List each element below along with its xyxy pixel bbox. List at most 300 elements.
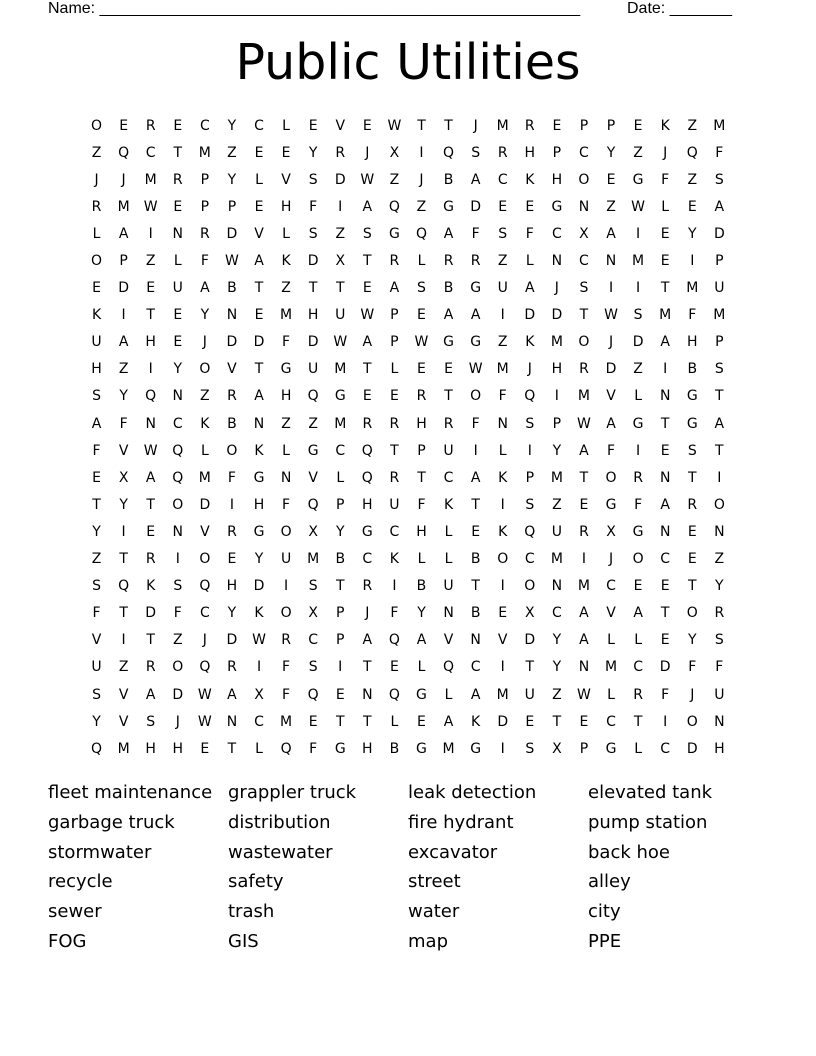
grid-letter: A xyxy=(470,686,481,703)
grid-letter: L xyxy=(607,632,615,649)
grid-letter: E xyxy=(146,280,156,297)
grid-letter: A xyxy=(660,496,670,513)
grid-letter: T xyxy=(579,307,589,324)
grid-letter: N xyxy=(362,686,373,703)
grid-letter: D xyxy=(632,334,644,351)
grid-letter: F xyxy=(634,496,643,513)
grid-letter: O xyxy=(91,253,103,270)
grid-letter: P xyxy=(119,253,128,270)
grid-letter: V xyxy=(254,225,264,242)
grid-letter: K xyxy=(281,253,291,270)
grid-letter: G xyxy=(334,388,346,405)
grid-letter: F xyxy=(309,198,318,215)
grid-letter: G xyxy=(416,686,427,703)
grid-letter: G xyxy=(416,740,427,757)
grid-letter: I xyxy=(338,198,343,215)
grid-letter: S xyxy=(146,713,156,730)
grid-letter: C xyxy=(362,551,373,568)
grid-letter: C xyxy=(551,225,562,242)
grid-letter: L xyxy=(498,442,507,459)
grid-letter: Z xyxy=(606,198,616,215)
grid-letter: U xyxy=(308,361,319,378)
grid-letter: E xyxy=(308,117,318,134)
grid-letter: S xyxy=(362,225,372,242)
word-list xyxy=(48,778,788,957)
grid-letter: D xyxy=(334,171,346,188)
grid-letter: E xyxy=(362,280,372,297)
grid-letter: Z xyxy=(633,144,643,161)
grid-letter: M xyxy=(334,361,347,378)
grid-letter: I xyxy=(229,496,234,513)
grid-letter: D xyxy=(226,225,238,242)
grid-letter: D xyxy=(659,659,671,676)
grid-letter: H xyxy=(362,740,373,757)
grid-letter: M xyxy=(713,117,726,134)
grid-row xyxy=(83,220,733,247)
grid-letter: U xyxy=(524,686,535,703)
grid-letter: Y xyxy=(552,632,562,649)
grid-letter: I xyxy=(148,361,153,378)
grid-letter: N xyxy=(280,469,292,486)
grid-letter: E xyxy=(660,253,670,270)
grid-letter: E xyxy=(308,713,318,730)
grid-letter: P xyxy=(715,334,724,351)
grid-letter: S xyxy=(308,171,318,188)
grid-letter: W xyxy=(333,334,348,351)
grid-letter: H xyxy=(253,496,265,513)
grid-letter: D xyxy=(145,605,157,622)
grid-letter: Y xyxy=(227,605,237,622)
grid-letter: A xyxy=(118,225,129,242)
grid-letter: D xyxy=(172,686,184,703)
grid-letter: C xyxy=(172,415,183,432)
grid-letter: Q xyxy=(199,578,211,595)
grid-letter: F xyxy=(119,415,128,432)
grid-letter: L xyxy=(607,686,615,703)
grid-letter: L xyxy=(661,198,670,215)
grid-letter: E xyxy=(146,523,156,540)
grid-letter: L xyxy=(200,442,209,459)
grid-letter: R xyxy=(443,253,454,270)
grid-letter: Z xyxy=(308,415,318,432)
grid-letter: U xyxy=(335,307,346,324)
grid-letter: M xyxy=(280,713,293,730)
grid-letter: V xyxy=(118,686,129,703)
grid-letter: Z xyxy=(633,361,643,378)
grid-letter: E xyxy=(498,605,508,622)
grid-letter: L xyxy=(255,740,263,757)
grid-letter: T xyxy=(715,388,724,405)
word-list-item: back hoe xyxy=(588,841,670,863)
grid-letter: Z xyxy=(91,144,102,161)
grid-letter: I xyxy=(121,523,126,540)
grid-letter: E xyxy=(606,171,616,188)
grid-letter: J xyxy=(202,334,207,351)
grid-letter: H xyxy=(307,307,319,324)
grid-letter: O xyxy=(172,659,184,676)
grid-letter: T xyxy=(335,280,345,297)
grid-letter: J xyxy=(690,686,695,703)
grid-letter: A xyxy=(633,605,643,622)
grid-letter: V xyxy=(308,469,318,486)
grid-letter: Q xyxy=(307,686,319,703)
grid-letter: M xyxy=(577,388,590,405)
grid-letter: T xyxy=(363,713,372,730)
grid-letter: S xyxy=(633,307,643,324)
grid-letter: H xyxy=(91,361,102,378)
grid-letter: S xyxy=(579,280,589,297)
grid-letter: Y xyxy=(715,578,724,595)
grid-letter: L xyxy=(390,713,399,730)
grid-letter: B xyxy=(470,551,481,568)
grid-row xyxy=(83,600,733,627)
grid-letter: X xyxy=(335,253,346,270)
grid-letter: A xyxy=(443,713,454,730)
grid-letter: F xyxy=(471,225,480,242)
grid-letter: W xyxy=(604,307,618,324)
grid-letter: A xyxy=(227,686,237,703)
grid-letter: E xyxy=(660,632,670,649)
grid-letter: F xyxy=(525,225,534,242)
grid-letter: A xyxy=(660,334,670,351)
grid-letter: R xyxy=(389,253,400,270)
grid-letter: N xyxy=(605,253,617,270)
grid-letter: C xyxy=(660,740,671,757)
grid-letter: Q xyxy=(388,198,400,215)
grid-letter: L xyxy=(634,388,642,405)
grid-letter: H xyxy=(145,334,156,351)
grid-letter: E xyxy=(633,578,643,595)
grid-letter: D xyxy=(226,632,238,649)
grid-letter: A xyxy=(145,686,156,703)
grid-letter: Z xyxy=(416,198,427,215)
grid-letter: E xyxy=(471,523,481,540)
grid-letter: Y xyxy=(92,523,101,540)
grid-row xyxy=(83,193,733,220)
grid-row xyxy=(83,627,733,654)
grid-letter: F xyxy=(390,605,399,622)
grid-letter: I xyxy=(581,551,587,568)
grid-letter: T xyxy=(146,632,155,649)
grid-letter: H xyxy=(551,361,563,378)
grid-letter: Z xyxy=(118,361,129,378)
grid-letter: R xyxy=(335,144,346,161)
grid-letter: E xyxy=(417,713,426,730)
grid-letter: G xyxy=(443,198,454,215)
grid-letter: T xyxy=(308,280,318,297)
grid-letter: P xyxy=(552,415,562,432)
word-search-grid xyxy=(83,112,733,762)
grid-letter: R xyxy=(714,605,725,622)
grid-letter: E xyxy=(389,659,399,676)
word-list-item: leak detection xyxy=(408,782,537,803)
grid-letter: R xyxy=(389,415,400,432)
grid-letter: E xyxy=(227,551,237,568)
grid-letter: T xyxy=(254,361,264,378)
grid-letter: U xyxy=(91,659,102,676)
grid-letter: K xyxy=(91,307,102,324)
grid-row xyxy=(83,546,733,573)
grid-letter: E xyxy=(362,117,372,134)
grid-letter: H xyxy=(280,388,292,405)
grid-letter: C xyxy=(606,578,616,595)
grid-letter: P xyxy=(336,605,345,622)
grid-letter: T xyxy=(417,117,426,134)
grid-letter: E xyxy=(254,307,264,324)
grid-letter: H xyxy=(416,523,427,540)
grid-letter: G xyxy=(334,740,346,757)
grid-letter: O xyxy=(91,117,103,134)
grid-letter: Z xyxy=(145,253,156,270)
grid-letter: T xyxy=(173,144,183,161)
grid-letter: Y xyxy=(254,551,264,568)
grid-letter: Q xyxy=(172,469,184,486)
grid-letter: E xyxy=(417,307,426,324)
grid-letter: K xyxy=(443,496,454,513)
grid-letter: K xyxy=(389,551,399,568)
grid-letter: I xyxy=(392,578,397,595)
grid-letter: D xyxy=(524,307,536,324)
grid-letter: N xyxy=(551,578,563,595)
grid-letter: M xyxy=(686,280,699,297)
grid-letter: E xyxy=(173,198,183,215)
grid-letter: V xyxy=(200,523,210,540)
grid-letter: R xyxy=(633,686,643,703)
grid-letter: Z xyxy=(714,551,725,568)
grid-letter: W xyxy=(360,307,375,324)
grid-letter: U xyxy=(551,523,562,540)
word-list-item: GIS xyxy=(228,930,259,952)
grid-letter: Y xyxy=(687,632,697,649)
grid-letter: Q xyxy=(118,144,130,161)
grid-letter: A xyxy=(254,253,264,270)
grid-letter: P xyxy=(525,469,535,486)
grid-letter: S xyxy=(92,388,101,405)
grid-letter: C xyxy=(579,144,589,161)
grid-letter: R xyxy=(227,659,237,676)
grid-letter: O xyxy=(280,605,292,622)
grid-letter: K xyxy=(525,334,535,351)
grid-letter: Z xyxy=(91,551,102,568)
grid-letter: N xyxy=(714,713,725,730)
grid-letter: A xyxy=(118,334,129,351)
grid-letter: R xyxy=(687,496,698,513)
grid-letter: P xyxy=(390,334,399,351)
grid-letter: F xyxy=(92,605,101,622)
grid-letter: S xyxy=(525,740,535,757)
grid-row xyxy=(83,166,733,193)
grid-letter: Q xyxy=(443,144,455,161)
grid-letter: W xyxy=(387,117,402,134)
grid-letter: N xyxy=(145,415,156,432)
word-list-item: stormwater xyxy=(48,841,152,863)
grid-letter: N xyxy=(714,523,725,540)
grid-letter: B xyxy=(335,551,346,568)
grid-letter: F xyxy=(498,388,507,405)
grid-letter: X xyxy=(254,686,264,703)
grid-letter: K xyxy=(498,523,508,540)
grid-letter: Y xyxy=(173,361,183,378)
grid-letter: T xyxy=(660,415,670,432)
grid-row xyxy=(83,302,733,329)
grid-letter: K xyxy=(498,469,508,486)
grid-letter: T xyxy=(417,469,426,486)
grid-letter: I xyxy=(175,551,180,568)
grid-letter: A xyxy=(362,632,373,649)
grid-letter: Z xyxy=(227,144,237,161)
grid-letter: R xyxy=(389,469,400,486)
grid-letter: B xyxy=(227,415,237,432)
grid-letter: C xyxy=(470,659,481,676)
grid-letter: Y xyxy=(119,388,128,405)
grid-letter: L xyxy=(417,253,426,270)
grid-letter: M xyxy=(659,307,672,324)
grid-letter: L xyxy=(390,361,399,378)
grid-letter: C xyxy=(389,523,400,540)
grid-letter: O xyxy=(632,551,644,568)
grid-letter: C xyxy=(606,713,616,730)
grid-letter: R xyxy=(633,469,643,486)
grid-letter: K xyxy=(660,117,670,134)
grid-letter: G xyxy=(253,469,265,486)
grid-letter: K xyxy=(471,713,481,730)
grid-letter: Q xyxy=(415,225,427,242)
grid-letter: I xyxy=(256,659,262,676)
grid-letter: E xyxy=(660,442,670,459)
grid-letter: H xyxy=(551,171,563,188)
grid-letter: A xyxy=(525,280,535,297)
grid-letter: Z xyxy=(687,171,698,188)
grid-letter: S xyxy=(92,686,101,703)
grid-letter: G xyxy=(632,171,644,188)
grid-row xyxy=(83,573,733,600)
grid-letter: V xyxy=(606,388,616,405)
grid-row xyxy=(83,437,733,464)
grid-letter: Y xyxy=(417,605,426,622)
grid-letter: D xyxy=(524,632,536,649)
grid-letter: E xyxy=(444,361,453,378)
grid-letter: B xyxy=(389,740,400,757)
grid-letter: Z xyxy=(552,686,562,703)
grid-letter: E xyxy=(417,361,426,378)
grid-letter: T xyxy=(687,469,697,486)
grid-letter: Y xyxy=(92,713,101,730)
grid-row xyxy=(83,654,733,681)
grid-letter: Y xyxy=(200,307,210,324)
grid-letter: P xyxy=(336,496,345,513)
grid-letter: N xyxy=(659,388,671,405)
grid-letter: Q xyxy=(145,388,157,405)
grid-letter: Q xyxy=(388,632,400,649)
grid-letter: O xyxy=(578,171,590,188)
grid-letter: U xyxy=(91,334,102,351)
grid-letter: S xyxy=(525,415,535,432)
grid-row xyxy=(83,491,733,518)
grid-letter: I xyxy=(717,469,722,486)
grid-row xyxy=(83,356,733,383)
grid-letter: F xyxy=(282,686,291,703)
grid-letter: M xyxy=(550,469,563,486)
grid-letter: D xyxy=(307,253,319,270)
word-list-item: PPE xyxy=(588,930,622,952)
word-list-item: garbage truck xyxy=(48,811,175,833)
grid-letter: I xyxy=(148,225,153,242)
grid-letter: A xyxy=(200,280,210,297)
grid-letter: P xyxy=(715,253,724,270)
grid-letter: F xyxy=(688,307,697,324)
word-list-item: excavator xyxy=(408,841,498,863)
grid-letter: F xyxy=(282,496,291,513)
grid-letter: M xyxy=(117,198,130,215)
grid-letter: E xyxy=(498,198,508,215)
grid-letter: X xyxy=(552,740,562,757)
grid-letter: W xyxy=(143,198,158,215)
grid-letter: N xyxy=(172,388,184,405)
grid-letter: G xyxy=(605,496,617,513)
grid-letter: O xyxy=(199,551,211,568)
grid-letter: J xyxy=(554,280,559,297)
grid-letter: H xyxy=(416,415,427,432)
grid-letter: J xyxy=(608,334,614,351)
grid-letter: M xyxy=(632,253,645,270)
grid-letter: Q xyxy=(307,496,319,513)
grid-letter: G xyxy=(361,523,373,540)
grid-letter: T xyxy=(146,307,155,324)
word-list-item: trash xyxy=(228,901,275,923)
grid-letter: C xyxy=(633,659,643,676)
grid-letter: M xyxy=(550,334,563,351)
grid-row xyxy=(83,247,733,274)
word-list-item: fleet maintenance xyxy=(48,782,213,803)
grid-letter: H xyxy=(524,144,536,161)
grid-letter: R xyxy=(145,117,156,134)
grid-letter: L xyxy=(444,686,453,703)
grid-letter: F xyxy=(282,659,291,676)
grid-letter: G xyxy=(443,334,454,351)
grid-letter: D xyxy=(686,740,698,757)
grid-letter: S xyxy=(498,225,508,242)
grid-letter: G xyxy=(307,442,319,459)
grid-letter: I xyxy=(690,253,695,270)
grid-letter: X xyxy=(118,469,129,486)
grid-letter: E xyxy=(92,469,101,486)
grid-letter: K xyxy=(146,578,156,595)
word-list-item: alley xyxy=(588,871,631,893)
grid-row xyxy=(83,383,733,410)
grid-letter: T xyxy=(552,713,562,730)
grid-letter: G xyxy=(605,740,617,757)
grid-letter: I xyxy=(663,713,668,730)
grid-letter: W xyxy=(360,171,375,188)
grid-letter: V xyxy=(227,361,237,378)
grid-letter: P xyxy=(417,442,426,459)
grid-letter: O xyxy=(605,469,617,486)
grid-letter: I xyxy=(500,659,505,676)
grid-letter: S xyxy=(525,496,535,513)
grid-letter: B xyxy=(227,280,237,297)
grid-letter: U xyxy=(280,551,292,568)
grid-letter: L xyxy=(282,117,290,134)
grid-letter: L xyxy=(444,523,453,540)
grid-letter: E xyxy=(173,334,183,351)
grid-letter: A xyxy=(145,469,156,486)
grid-letter: A xyxy=(579,442,589,459)
grid-letter: D xyxy=(497,713,509,730)
grid-letter: S xyxy=(714,632,724,649)
grid-row xyxy=(83,410,733,437)
grid-letter: D xyxy=(253,334,265,351)
grid-letter: X xyxy=(524,605,535,622)
